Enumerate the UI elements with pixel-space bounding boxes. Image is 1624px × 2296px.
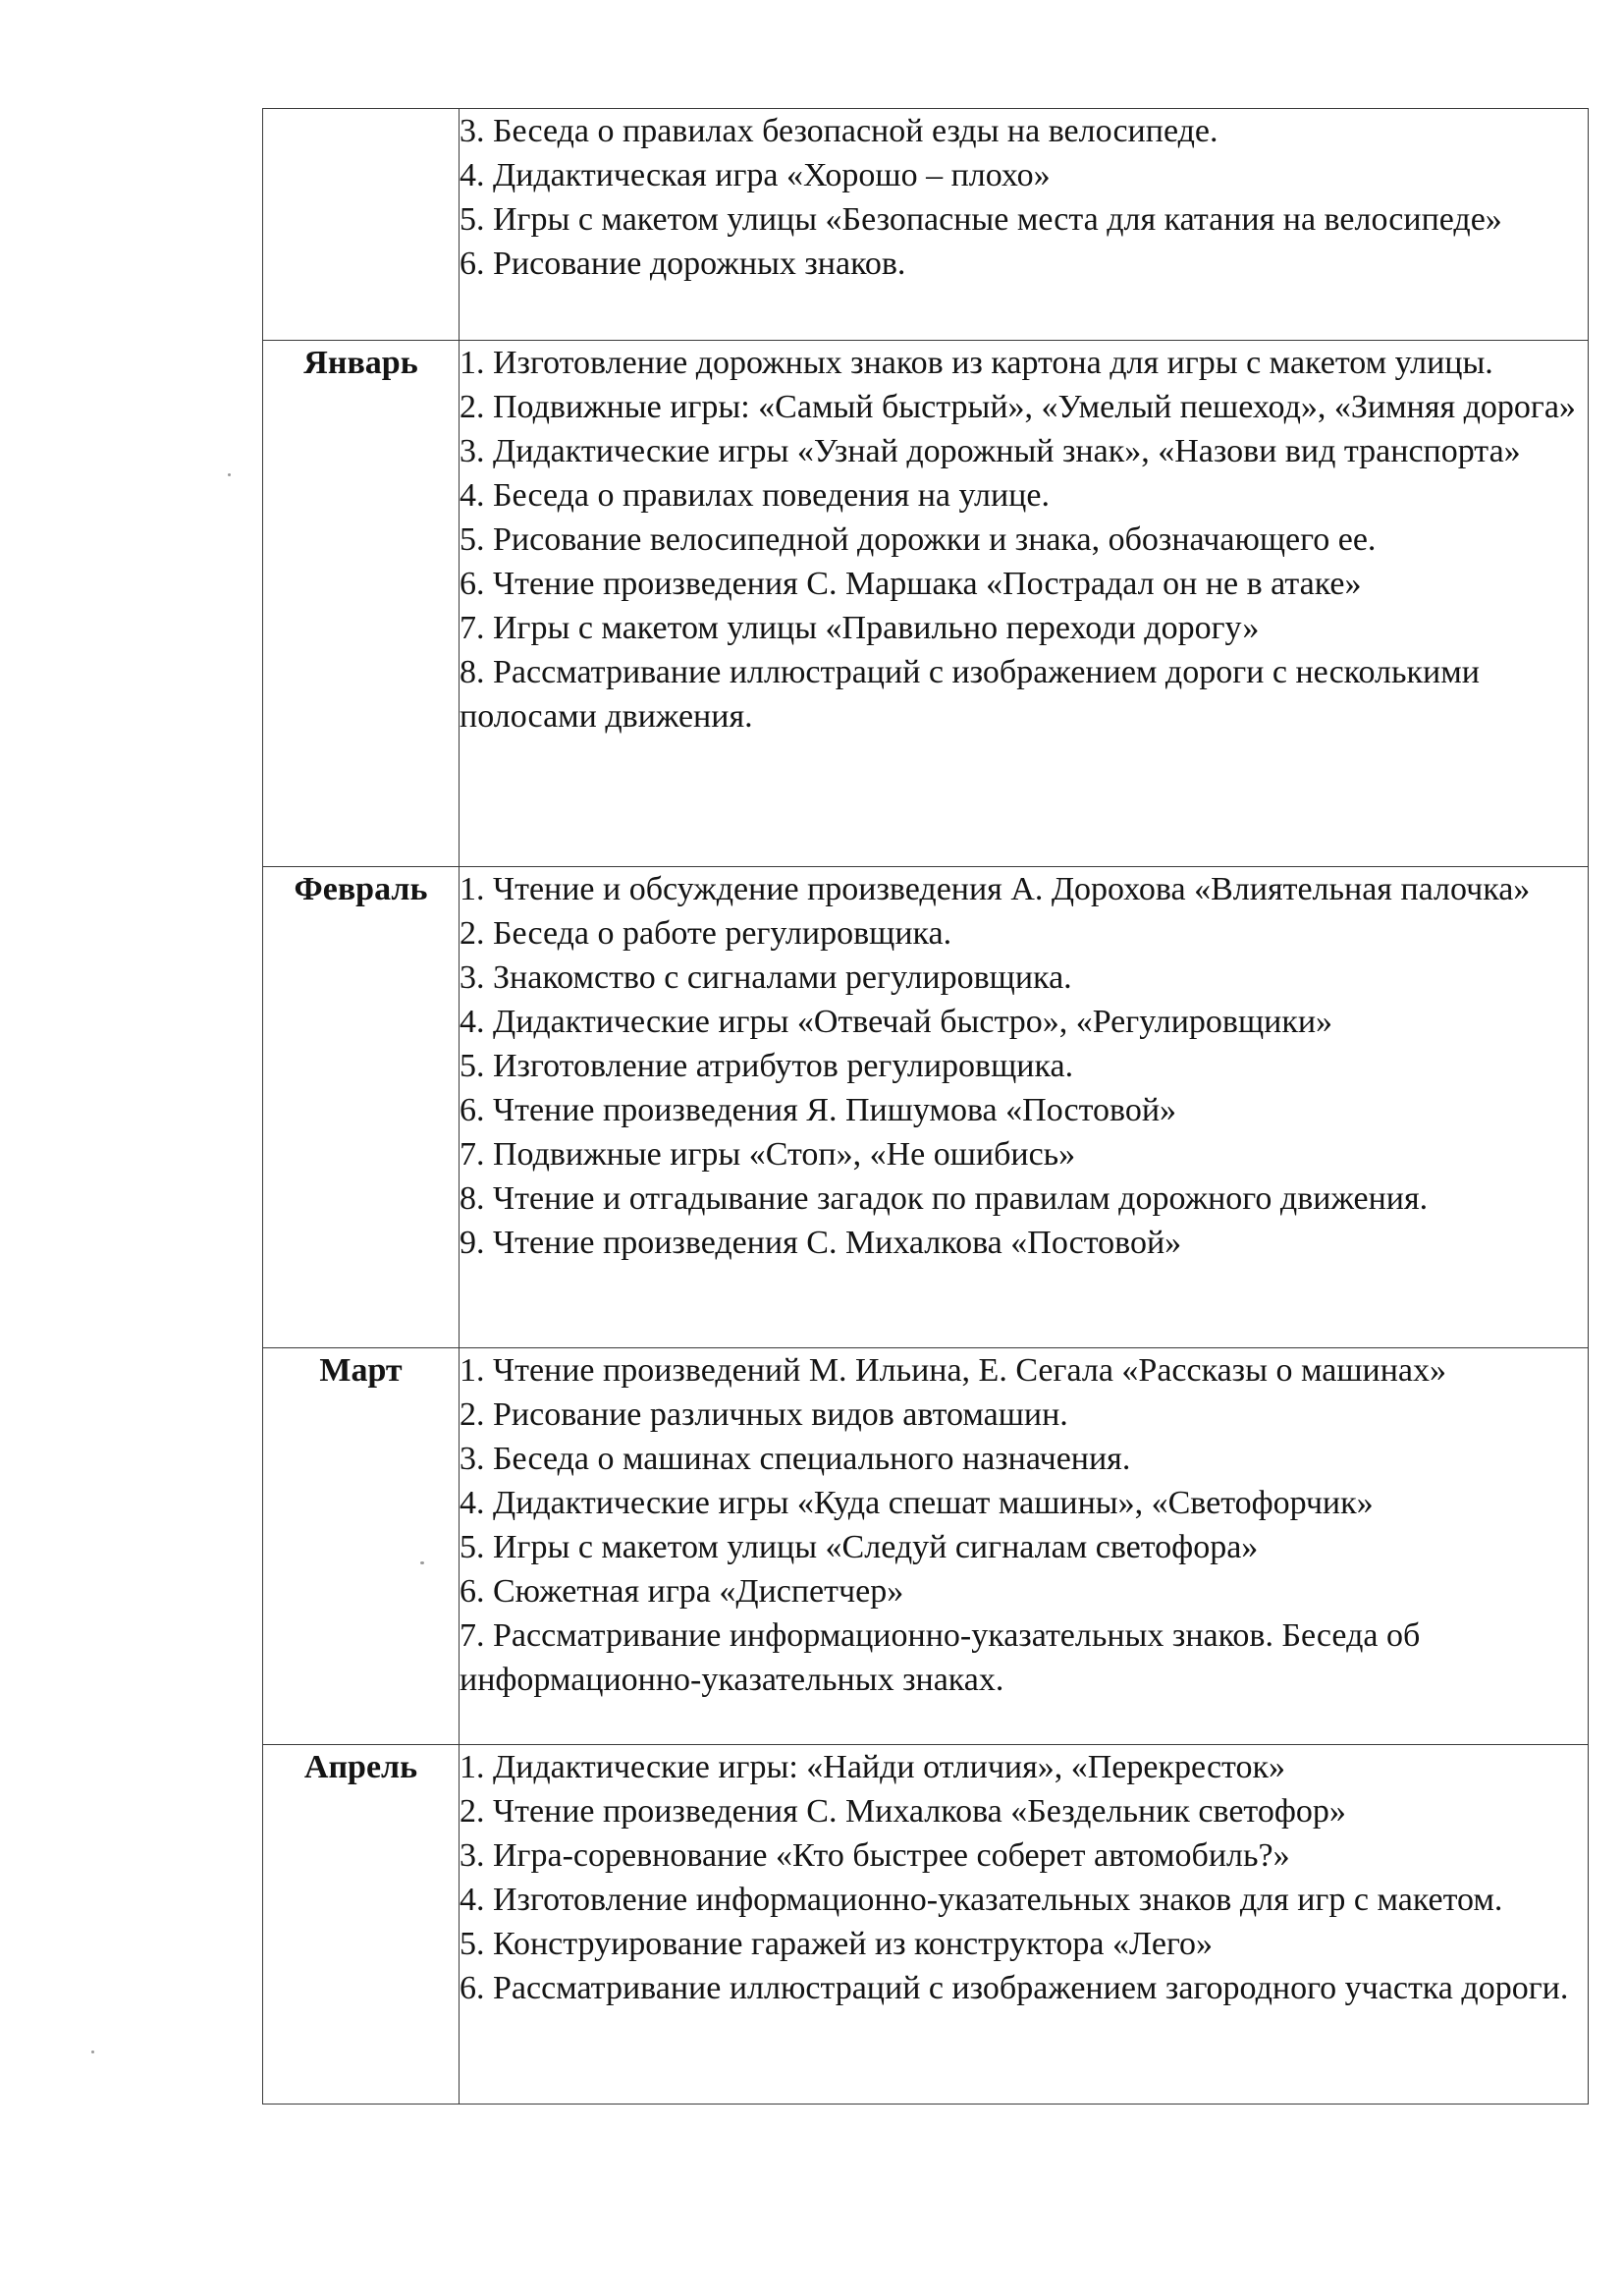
activities-cell bbox=[460, 341, 1589, 867]
list-item: 9. Чтение произведения С. Михалкова «Постовой» bbox=[460, 1225, 1182, 1261]
activities-cell bbox=[460, 867, 1589, 1348]
activity-plan-table bbox=[262, 108, 1589, 2105]
list-item: 1. Чтение и обсуждение произведения А. Дорохова «Влиятельная палочка» bbox=[460, 871, 1531, 907]
list-item: 7. Игры с макетом улицы «Правильно переходи дорогу» bbox=[460, 610, 1260, 646]
list-item: 3. Беседа о правилах безопасной езды на велосипеде. bbox=[460, 113, 1218, 149]
scan-speck bbox=[228, 473, 231, 476]
list-item: 5. Игры с макетом улицы «Следуй сигналам светофора» bbox=[460, 1529, 1259, 1565]
list-item: 5. Игры с макетом улицы «Безопасные места для катания на велосипеде» bbox=[460, 201, 1502, 238]
list-item: 4. Изготовление информационно-указательных знаков для игр с макетом. bbox=[460, 1882, 1503, 1918]
activities-cell bbox=[460, 109, 1589, 341]
month-cell bbox=[263, 867, 460, 1348]
activities-cell bbox=[460, 1745, 1589, 2105]
list-item: 5. Конструирование гаражей из конструктора «Лего» bbox=[460, 1926, 1214, 1962]
table-row bbox=[263, 867, 1589, 1348]
list-item: 2. Рисование различных видов автомашин. bbox=[460, 1396, 1068, 1433]
scan-speck bbox=[420, 1561, 424, 1564]
list-item: 6. Сюжетная игра «Диспетчер» bbox=[460, 1573, 904, 1610]
table-row bbox=[263, 341, 1589, 867]
list-item: 6. Чтение произведения С. Маршака «Пострадал он не в атаке» bbox=[460, 566, 1362, 602]
month-label: Март bbox=[319, 1352, 403, 1389]
scan-speck bbox=[91, 2050, 94, 2053]
table-row bbox=[263, 109, 1589, 341]
month-cell bbox=[263, 1745, 460, 2105]
list-item: 2. Подвижные игры: «Самый быстрый», «Умелый пешеход», «Зимняя дорога» bbox=[460, 389, 1576, 425]
month-cell bbox=[263, 1348, 460, 1745]
table-row bbox=[263, 1745, 1589, 2105]
list-item: 5. Рисование велосипедной дорожки и знака, обозначающего ее. bbox=[460, 521, 1377, 558]
list-item: 3. Знакомство с сигналами регулировщика. bbox=[460, 959, 1072, 996]
list-item: 6. Чтение произведения Я. Пишумова «Постовой» bbox=[460, 1092, 1177, 1128]
list-item: 3. Игра-соревнование «Кто быстрее соберет автомобиль?» bbox=[460, 1837, 1290, 1874]
table-row bbox=[263, 1348, 1589, 1745]
list-item: 3. Беседа о машинах специального назначения. bbox=[460, 1441, 1131, 1477]
list-item: 7. Рассматривание информационно-указательных знаков. Беседа об информационно-указательных знаках. bbox=[460, 1617, 1421, 1698]
list-item: 1. Чтение произведений М. Ильина, Е. Сегала «Рассказы о машинах» bbox=[460, 1352, 1446, 1389]
list-item: 5. Изготовление атрибутов регулировщика. bbox=[460, 1048, 1074, 1084]
month-cell bbox=[263, 109, 460, 341]
list-item: 6. Рассматривание иллюстраций с изображением загородного участка дороги. bbox=[460, 1970, 1569, 2006]
list-item: 3. Дидактические игры «Узнай дорожный знак», «Назови вид транспорта» bbox=[460, 433, 1521, 469]
list-item: 1. Дидактические игры: «Найди отличия», «Перекресток» bbox=[460, 1749, 1285, 1785]
list-item: 6. Рисование дорожных знаков. bbox=[460, 246, 906, 282]
list-item: 2. Беседа о работе регулировщика. bbox=[460, 915, 952, 952]
month-label: Январь bbox=[303, 345, 418, 381]
month-label: Апрель bbox=[303, 1749, 418, 1785]
list-item: 4. Дидактическая игра «Хорошо – плохо» bbox=[460, 157, 1051, 193]
list-item: 7. Подвижные игры «Стоп», «Не ошибись» bbox=[460, 1136, 1076, 1173]
month-cell bbox=[263, 341, 460, 867]
list-item: 4. Беседа о правилах поведения на улице. bbox=[460, 477, 1050, 514]
list-item: 2. Чтение произведения С. Михалкова «Бездельник светофор» bbox=[460, 1793, 1346, 1830]
list-item: 8. Чтение и отгадывание загадок по правилам дорожного движения. bbox=[460, 1180, 1429, 1217]
list-item: 8. Рассматривание иллюстраций с изображением дороги с несколькими полосами движения. bbox=[460, 654, 1480, 735]
month-label: Февраль bbox=[294, 871, 428, 907]
list-item: 4. Дидактические игры «Куда спешат машины», «Светофорчик» bbox=[460, 1485, 1374, 1521]
activities-cell bbox=[460, 1348, 1589, 1745]
list-item: 1. Изготовление дорожных знаков из картона для игры с макетом улицы. bbox=[460, 345, 1493, 381]
list-item: 4. Дидактические игры «Отвечай быстро», «Регулировщики» bbox=[460, 1004, 1333, 1040]
